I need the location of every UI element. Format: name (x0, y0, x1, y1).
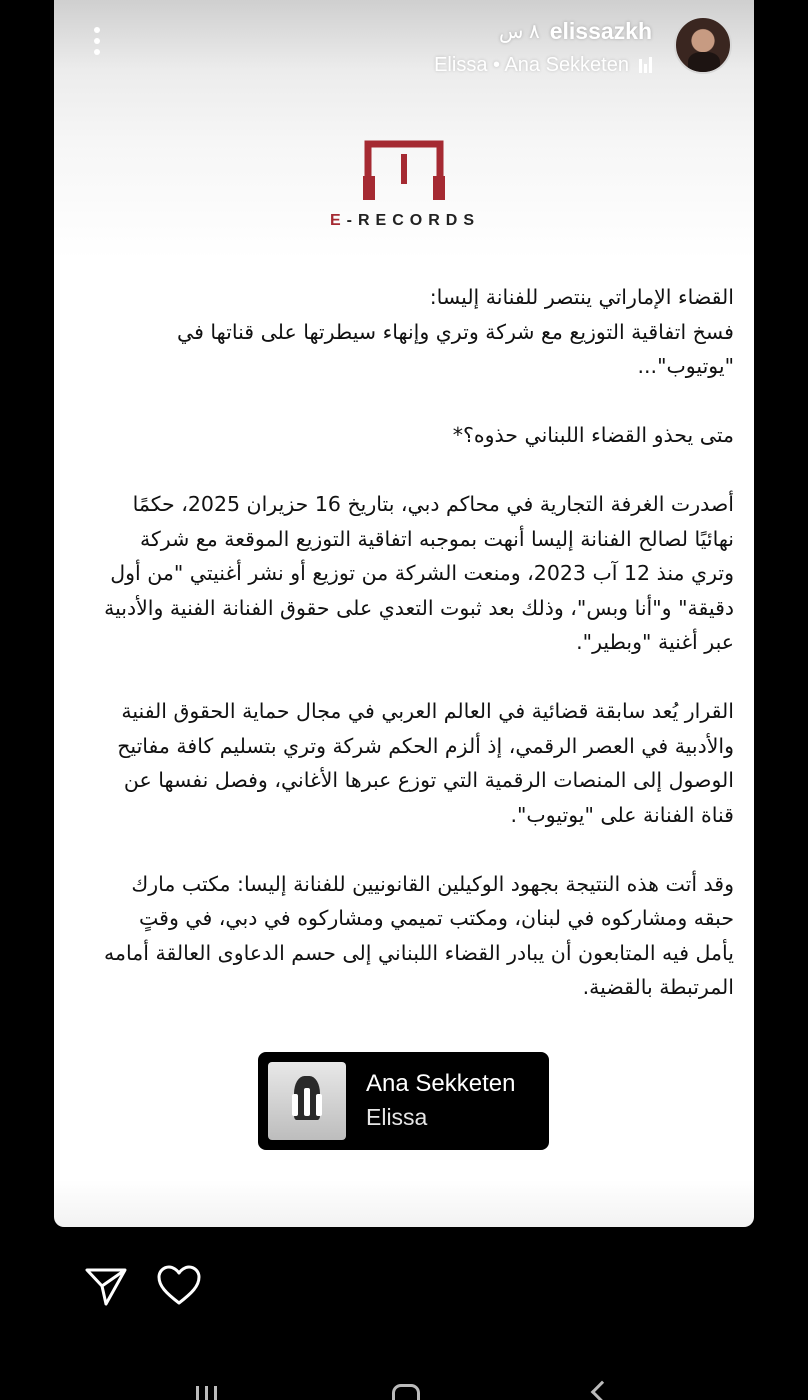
home-icon[interactable] (392, 1384, 420, 1400)
heart-icon[interactable] (156, 1264, 202, 1308)
story-text (100, 280, 734, 1005)
e-records-logo (320, 138, 490, 238)
headline-line-2: فسخ اتفاقية التوزيع مع شركة وتري وإنهاء سيطرتها على قناتها في "يوتيوب"... (177, 319, 734, 378)
story-header (499, 14, 652, 48)
avatar[interactable] (674, 16, 732, 74)
music-sticker[interactable] (258, 1052, 549, 1150)
track-artist: Elissa (366, 1104, 428, 1130)
e-records-logo-text: E-RECORDS (329, 212, 480, 229)
send-icon[interactable] (84, 1264, 128, 1308)
track-title: Ana Sekketen (366, 1070, 516, 1097)
post-time: ٨ س (498, 20, 540, 43)
headline-line-1: القضاء الإماراتي ينتصر للفنانة إليسا: (429, 285, 734, 309)
back-icon[interactable] (591, 1381, 614, 1400)
recents-icon[interactable] (196, 1386, 226, 1400)
paragraph-2: القرار يُعد سابقة قضائية في العالم العربي في مجال حماية الحقوق الفنية والأدبية في العصر الرقمي، إذ ألزم الحكم شركة وتري بتسليم كافة مفاتيح الوصول إلى المنصات الرقمية التي توزع عبرها الأغاني، وفصل نفسها عن قناة الفنانة على "يوتيوب". (117, 699, 734, 827)
system-navigation-bar (0, 1380, 808, 1400)
paragraph-1: أصدرت الغرفة التجارية في محاكم دبي، بتاريخ 16 حزيران 2025، حكمًا نهائيًا لصالح الفنانة إليسا أنهت بموجبه اتفاقية التوزيع الموقعة مع شركة وتري منذ 12 آب 2023، ومنعت الشركة من توزيع أو نشر أغنيتي "من أول دقيقة" و"أنا وبس"، وذلك بعد ثبوت التعدي على حقوق الفنانة الفنية والأدبية عبر أغنية "وبطير". (104, 492, 734, 654)
equalizer-icon (639, 57, 652, 73)
question: متى يحذو القضاء اللبناني حذوه؟* (452, 423, 734, 447)
more-vertical-icon[interactable] (88, 27, 106, 59)
album-art (268, 1062, 346, 1140)
music-attribution[interactable] (434, 50, 652, 80)
e-records-logo-mark (363, 138, 445, 200)
music-label: Elissa • Ana Sekketen (434, 53, 629, 76)
username[interactable]: elissazkh (549, 17, 652, 44)
paragraph-3: وقد أتت هذه النتيجة بجهود الوكيلين القانونيين للفنانة إليسا: مكتب مارك حبقه ومشاركوه في لبنان، ومكتب تميمي ومشاركوه في دبي، في وقتٍ يأمل فيه المتابعون أن يبادر القضاء اللبناني إلى حسم الدعاوى العالقة أمامه المرتبطة بالقضية. (104, 871, 734, 999)
